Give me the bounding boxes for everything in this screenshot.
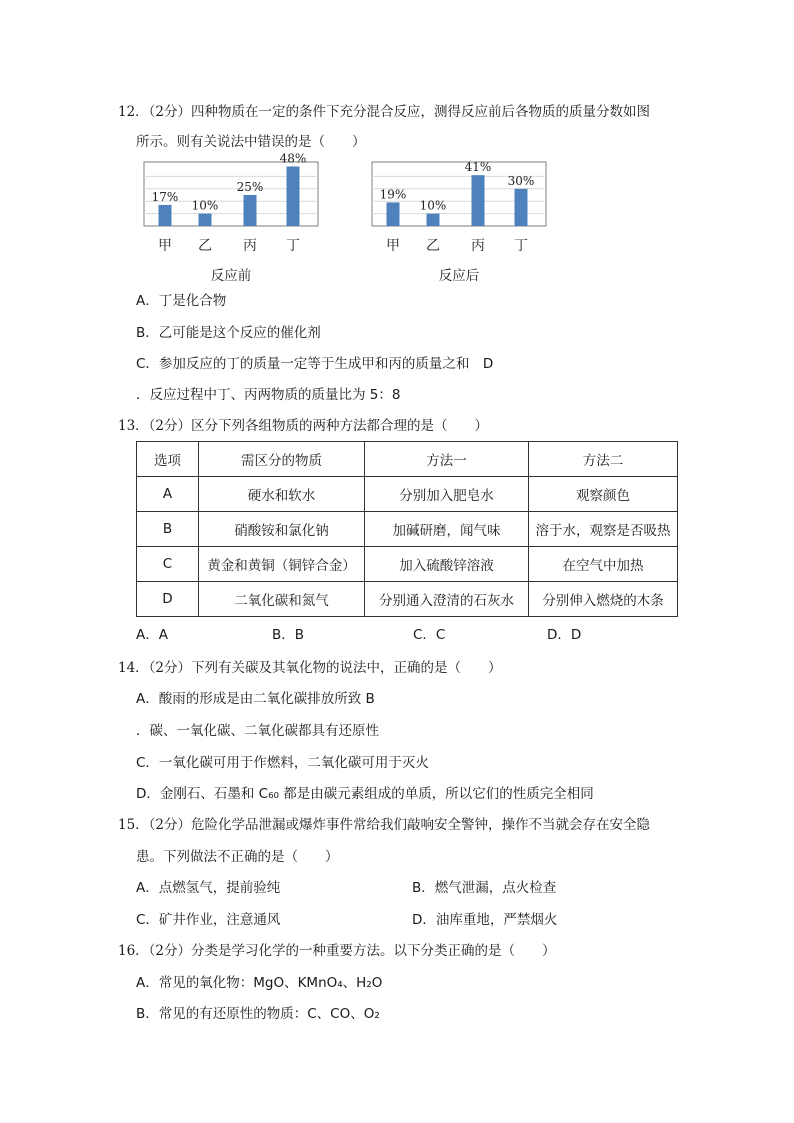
q12-option-d: ．反应过程中丁、丙两物质的质量比为 5：8 (136, 387, 401, 403)
before-category-label: 丁 (286, 238, 300, 254)
after-category-label: 丙 (471, 238, 485, 254)
q15-option-c: C．矿井作业，注意通风 (136, 912, 281, 928)
chart-before (141, 151, 321, 260)
after-category-label: 乙 (426, 238, 440, 254)
after-bar-1 (387, 202, 400, 226)
after-bar-3 (472, 175, 485, 226)
table-cell: 黄金和黄铜（铜锌合金） (199, 547, 365, 582)
q13-option-d: D．D (547, 627, 582, 643)
q12-stem-line1: 12．（2分）四种物质在一定的条件下充分混合反应，测得反应前后各物质的质量分数如图 (118, 104, 651, 120)
before-bar-2 (199, 214, 212, 226)
before-category-label: 甲 (158, 238, 172, 254)
after-bar-4 (515, 189, 528, 226)
q14-option-c: C．一氧化碳可用于作燃料，二氧化碳可用于灭火 (136, 755, 429, 771)
q15-option-b: B．燃气泄漏，点火检查 (412, 880, 557, 896)
q13-option-a: A．A (136, 627, 168, 643)
table-cell: 二氧化碳和氮气 (199, 582, 365, 617)
table-cell: 硝酸铵和氯化钠 (199, 512, 365, 547)
table-header-cell: 方法二 (529, 442, 678, 477)
q16-option-a: A．常见的氧化物：MgO、KMnO₄、H₂O (136, 975, 383, 991)
q13-table (136, 441, 678, 617)
before-bar-4 (287, 166, 300, 226)
table-cell: D (137, 582, 199, 617)
q12-option-a: A．丁是化合物 (136, 293, 227, 309)
after-category-label: 丁 (514, 238, 528, 254)
q13-option-b: B．B (272, 627, 305, 643)
table-cell: 加碱研磨，闻气味 (365, 512, 529, 547)
before-bar-3 (244, 195, 257, 226)
q13-stem: 13．（2分）区分下列各组物质的两种方法都合理的是（ ） (118, 418, 489, 434)
q12-stem-line2: 所示。则有关说法中错误的是（ ） (136, 134, 366, 150)
q12-option-c: C．参加反应的丁的质量一定等于生成甲和丙的质量之和 D (136, 356, 494, 372)
table-cell: C (137, 547, 199, 582)
q15-option-d: D．油库重地，严禁烟火 (412, 912, 558, 928)
before-bar-1 (159, 205, 172, 226)
before-data-label: 48% (279, 151, 307, 166)
q15-stem-line2: 患。下列做法不正确的是（ ） (136, 849, 339, 865)
chart-before-svg (141, 151, 321, 260)
after-category-label: 甲 (386, 238, 400, 254)
q13-option-c: C．C (413, 627, 446, 643)
before-category-label: 乙 (198, 238, 212, 254)
table-row (137, 512, 678, 547)
before-data-label: 10% (191, 198, 219, 213)
q14-option-b: ．碳、一氧化碳、二氧化碳都具有还原性 (136, 723, 379, 739)
table-cell: 加入硫酸锌溶液 (365, 547, 529, 582)
table-cell: B (137, 512, 199, 547)
before-category-label: 丙 (243, 238, 257, 254)
q12-option-b: B．乙可能是这个反应的催化剂 (136, 325, 321, 341)
before-data-label: 25% (236, 180, 264, 194)
chart-after-svg (369, 160, 549, 260)
q15-stem-line1: 15．（2分）危险化学品泄漏或爆炸事件常给我们敲响安全警钟，操作不当就会存在安全隐 (118, 817, 651, 833)
table-cell: 分别加入肥皂水 (365, 477, 529, 512)
q14-option-d: D．金刚石、石墨和 C₆₀ 都是由碳元素组成的单质，所以它们的性质完全相同 (136, 786, 594, 802)
after-data-label: 30% (507, 173, 535, 188)
table-header-cell: 选项 (137, 442, 199, 477)
after-data-label: 10% (419, 198, 447, 213)
chart-after-caption: 反应后 (438, 268, 480, 284)
q16-stem: 16．（2分）分类是学习化学的一种重要方法。以下分类正确的是（ ） (118, 943, 556, 959)
chart-before-caption: 反应前 (210, 268, 252, 284)
table-row (137, 547, 678, 582)
table-cell: 分别伸入燃烧的木条 (529, 582, 678, 617)
table-header-cell: 需区分的物质 (199, 442, 365, 477)
table-cell: 在空气中加热 (529, 547, 678, 582)
after-bar-2 (427, 214, 440, 226)
table-cell: 分别通入澄清的石灰水 (365, 582, 529, 617)
before-data-label: 17% (151, 189, 179, 204)
q15-option-a: A．点燃氢气，提前验纯 (136, 880, 281, 896)
table-cell: 溶于水，观察是否吸热 (529, 512, 678, 547)
table-row (137, 582, 678, 617)
table-cell: A (137, 477, 199, 512)
q14-option-a: A．酸雨的形成是由二氧化碳排放所致 B (136, 691, 375, 707)
q14-stem: 14．（2分）下列有关碳及其氧化物的说法中，正确的是（ ） (118, 660, 502, 676)
chart-after (369, 160, 549, 260)
after-data-label: 41% (464, 160, 492, 175)
after-data-label: 19% (379, 187, 407, 202)
table-header-cell: 方法一 (365, 442, 529, 477)
table-row (137, 477, 678, 512)
q16-option-b: B．常见的有还原性的物质：C、CO、O₂ (136, 1006, 380, 1022)
table-cell: 硬水和软水 (199, 477, 365, 512)
table-cell: 观察颜色 (529, 477, 678, 512)
table-header-row (137, 442, 678, 477)
